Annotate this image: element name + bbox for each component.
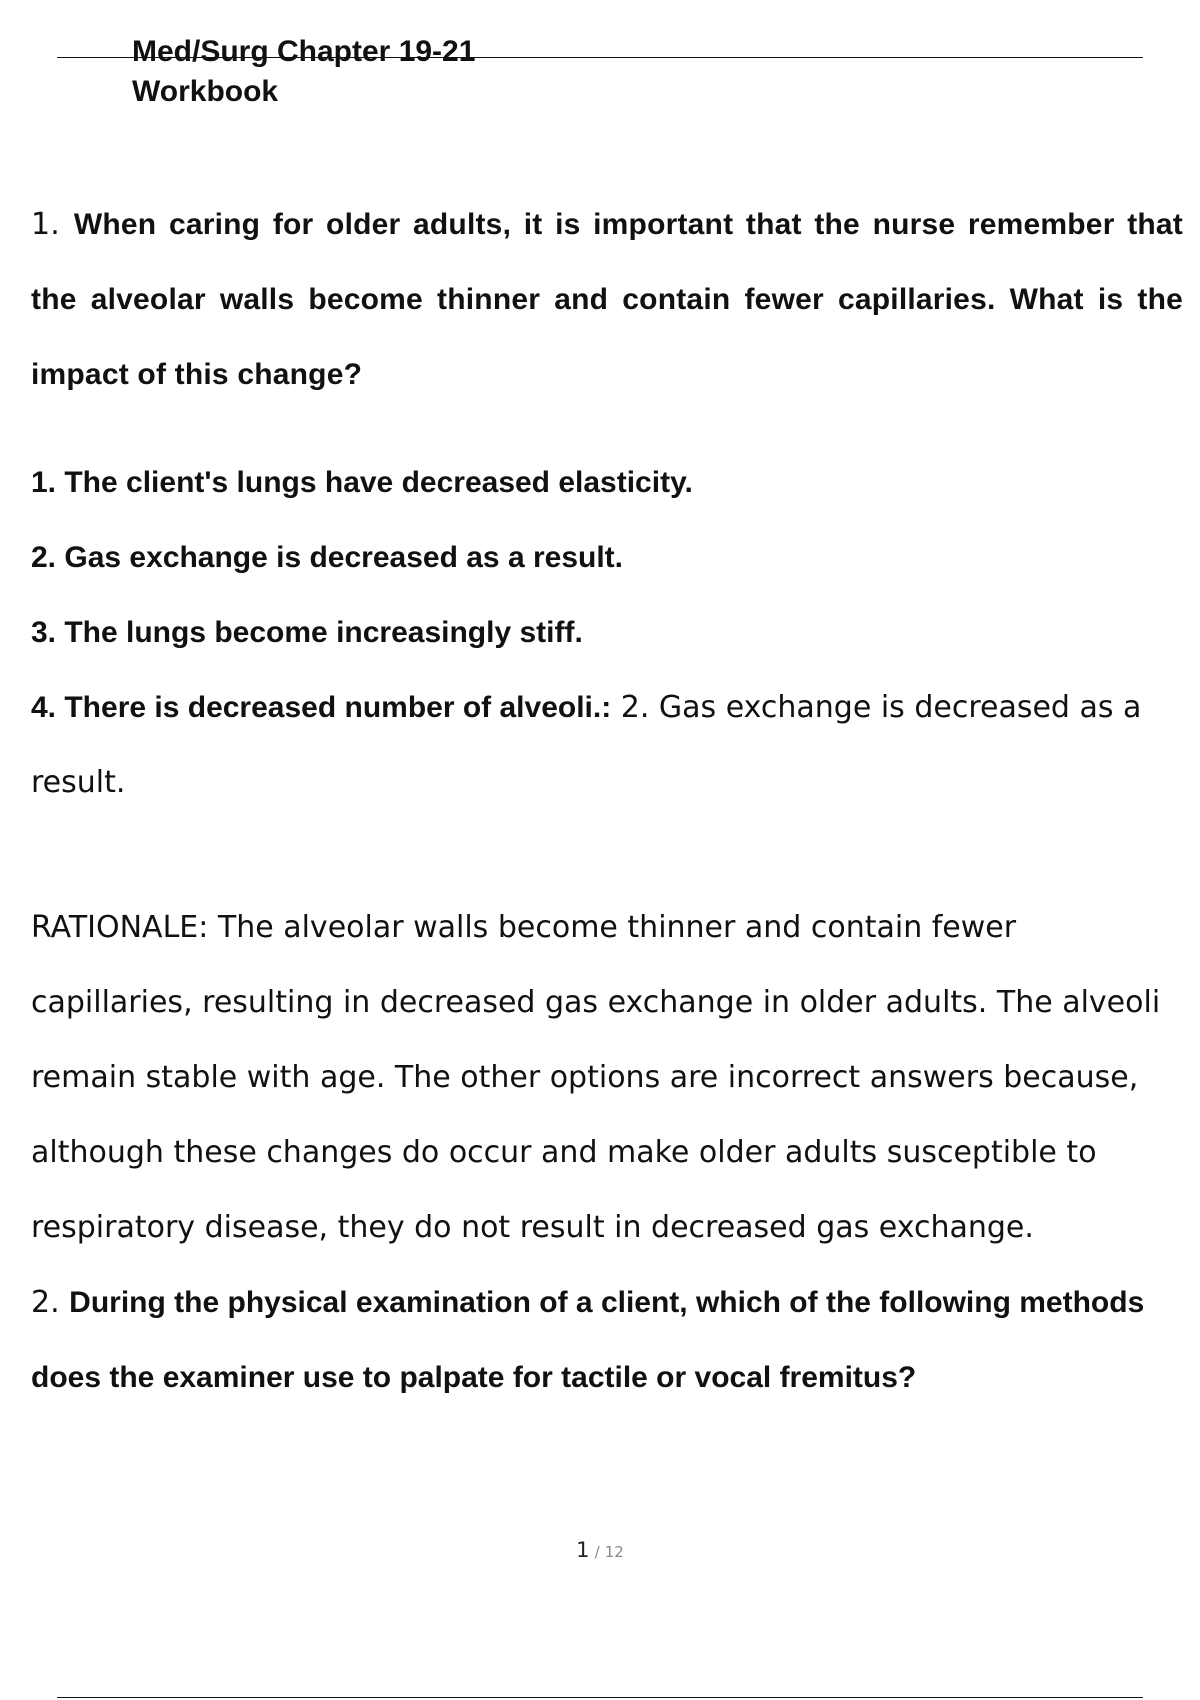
- option-2: 2. Gas exchange is decreased as a result.: [31, 541, 624, 574]
- option-4: 4. There is decreased number of alveoli.:: [31, 691, 612, 724]
- title-line-2: Workbook: [132, 75, 279, 108]
- spacer: [31, 820, 1183, 890]
- document-body: [31, 187, 1183, 1415]
- footer-rule: [57, 1697, 1143, 1698]
- spacer: [31, 412, 1183, 445]
- question-2: [31, 1265, 1183, 1415]
- page-separator: /: [594, 1543, 600, 1561]
- question-1: [31, 187, 1183, 412]
- document-title: [132, 32, 475, 112]
- option-4-with-answer: [31, 670, 1183, 820]
- option-1: 1. The client's lungs have decreased elasticity.: [31, 466, 693, 499]
- page-indicator: [0, 1538, 1200, 1562]
- option-3: 3. The lungs become increasingly stiff.: [31, 616, 583, 649]
- title-line-1: Med/Surg Chapter 19-21: [132, 35, 476, 68]
- rationale-text: RATIONALE: The alveolar walls become thinner and contain fewer capillaries, resulting in decreased gas exchange in older adults. The alveoli remain stable with age. The other options are incorrect answers because, although these changes do occur and make older adults susceptible to respiratory disease, they do not result in decreased gas exchange.: [31, 910, 1161, 1245]
- page-current: 1: [576, 1538, 590, 1562]
- question-stem: During the physical examination of a client, which of the following methods does the examiner use to palpate for tactile or vocal fremitus?: [31, 1286, 1145, 1394]
- question-number: 2.: [31, 1285, 60, 1320]
- question-stem: When caring for older adults, it is important that the nurse remember that the alveolar walls become thinner and contain fewer capillaries. What is the impact of this change?: [31, 208, 1183, 391]
- question-number: 1.: [31, 207, 61, 242]
- page-total: 12: [604, 1543, 624, 1561]
- answer-text: 2. Gas exchange is decreased as a result.: [31, 690, 1142, 800]
